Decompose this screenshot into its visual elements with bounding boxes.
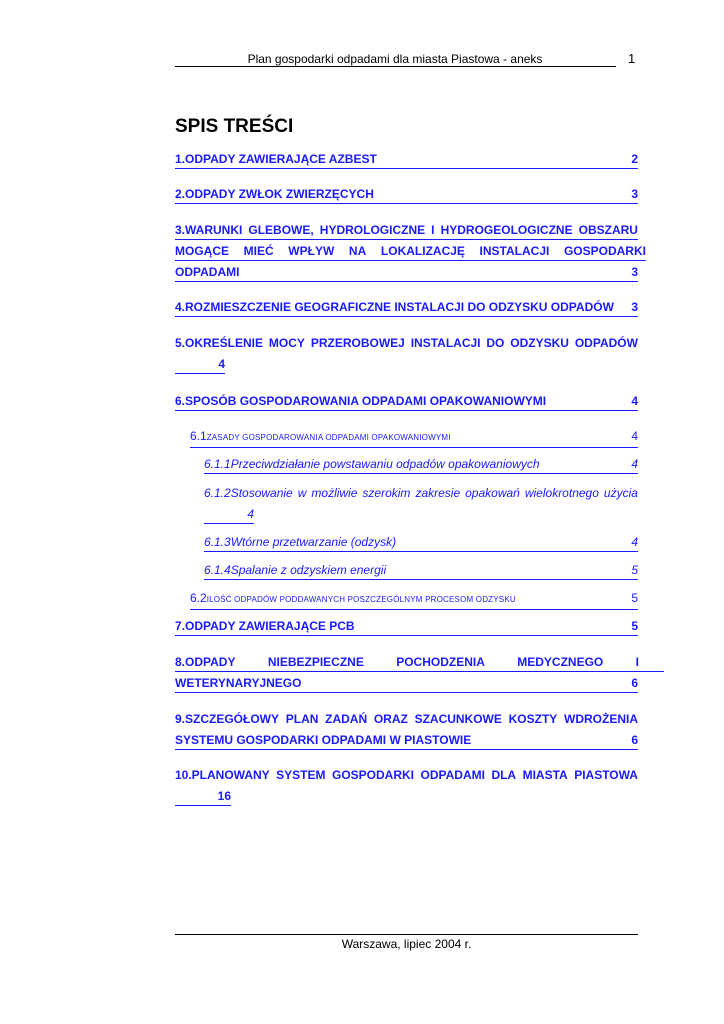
toc-entry-7[interactable]	[175, 619, 638, 636]
toc-entry-6-1[interactable]	[190, 429, 638, 448]
toc-word: KOSZTY	[508, 712, 558, 726]
toc-word: INSTALACJI	[479, 244, 550, 258]
toc-entry-text: ODPADAMI	[175, 265, 240, 279]
toc-entry-text: 6.1.4Spalanie z odzyskiem energii	[204, 563, 387, 577]
toc-word: ZADAŃ	[325, 712, 368, 726]
toc-word: PIASTOWA	[574, 768, 638, 782]
toc-word: MIASTA	[522, 768, 568, 782]
toc-entry-text: 6.SPOSÓB GOSPODAROWANIA ODPADAMI OPAKOWANIOWYMI	[175, 394, 547, 408]
toc-entry-9-line-1[interactable]	[175, 712, 638, 728]
toc-entry-page: 6	[631, 733, 638, 747]
footer-divider	[175, 934, 638, 935]
toc-entry-text: 6.1.1Przeciwdziałanie powstawaniu odpadów opakowaniowych	[204, 457, 540, 471]
toc-word: MIEĆ	[243, 244, 274, 258]
toc-entry-text: ILOŚĆ ODPADÓW PODDAWANYCH POSZCZEGÓLNYM PROCESOM ODZYSKU	[206, 595, 516, 604]
toc-word: SZACUNKOWE	[414, 712, 502, 726]
toc-word: WDROŻENIA	[564, 712, 638, 726]
toc-entry-text: 4.ROZMIESZCZENIE GEOGRAFICZNE INSTALACJI DO ODZYSKU ODPADÓW	[175, 300, 614, 314]
toc-entry-page: 3	[631, 300, 638, 314]
toc-entry-text: ZASADY GOSPODAROWANIA ODPADAMI OPAKOWANIOWYMI	[206, 433, 451, 442]
toc-entry-10-line-1[interactable]	[175, 768, 638, 784]
toc-entry-text: SYSTEMU GOSPODARKI ODPADAMI W PIASTOWIE	[175, 733, 472, 747]
toc-word: I	[635, 655, 639, 669]
toc-word: DLA	[491, 768, 517, 782]
toc-word: MOCY	[268, 336, 305, 350]
toc-entry-page: 3	[631, 187, 638, 201]
toc-word: POCHODZENIA	[396, 655, 485, 669]
toc-word: ODZYSKU	[510, 336, 569, 350]
toc-word: 8.ODPADY	[175, 655, 236, 669]
toc-word: MOGĄCE	[175, 244, 229, 258]
toc-word: 10.PLANOWANY	[175, 768, 270, 782]
toc-word: użycia	[603, 486, 638, 500]
toc-word: 6.1.2Stosowanie	[204, 486, 293, 500]
toc-entry-9-line-2[interactable]	[175, 733, 638, 750]
toc-word: ODPADÓW	[574, 336, 638, 350]
toc-entry-page: 5	[631, 591, 638, 605]
toc-entry-number: 6.1	[190, 429, 207, 443]
toc-word: wielokrotnego	[524, 486, 599, 500]
toc-entry-6-1-2-line-2[interactable]	[204, 507, 254, 524]
toc-entry-8-line-1[interactable]	[175, 655, 664, 672]
toc-word: GOSPODARKI	[332, 768, 415, 782]
toc-entry-page: 4	[247, 507, 254, 521]
toc-word: NIEBEZPIECZNE	[267, 655, 364, 669]
toc-entry-text: 7.ODPADY ZAWIERAJĄCE PCB	[175, 619, 355, 633]
toc-word: 9.SZCZEGÓŁOWY	[175, 712, 280, 726]
toc-entry-5-line-2[interactable]	[175, 357, 225, 374]
toc-word: 3.WARUNKI	[175, 223, 243, 237]
toc-word: HYDROLOGICZNE	[319, 223, 426, 237]
toc-entry-text: 6.1.3Wtórne przetwarzanie (odzysk)	[204, 535, 397, 549]
toc-entry-6-1-2-line-1[interactable]	[204, 486, 638, 502]
toc-entry-1[interactable]	[175, 152, 638, 169]
toc-word: opakowań	[465, 486, 520, 500]
toc-entry-8-line-2[interactable]	[175, 676, 638, 693]
toc-word: szerokim	[362, 486, 411, 500]
toc-entry-number: 6.2	[190, 591, 207, 605]
toc-entry-4[interactable]	[175, 300, 638, 317]
toc-entry-5-line-1[interactable]	[175, 336, 638, 352]
toc-word: ORAZ	[373, 712, 408, 726]
page-number: 1	[628, 51, 636, 66]
footer-text: Warszawa, lipiec 2004 r.	[341, 937, 472, 951]
toc-entry-3-line-2[interactable]	[175, 244, 646, 261]
toc-entry-page: 6	[631, 676, 638, 690]
toc-word: HYDROGEOLOGICZNE	[440, 223, 573, 237]
toc-word: LOKALIZACJĘ	[380, 244, 465, 258]
toc-entry-3-line-3[interactable]	[175, 265, 638, 282]
toc-entry-page: 5	[631, 563, 638, 577]
toc-word: PRZEROBOWEJ	[310, 336, 405, 350]
toc-word: zakresie	[415, 486, 461, 500]
toc-word: DO	[486, 336, 505, 350]
toc-word: 5.OKREŚLENIE	[175, 336, 264, 350]
toc-entry-page: 5	[631, 619, 638, 633]
toc-entry-6-2[interactable]	[190, 591, 638, 610]
toc-entry-6-1-3[interactable]	[204, 535, 638, 552]
toc-entry-page: 3	[631, 265, 638, 279]
toc-entry-text: 2.ODPADY ZWŁOK ZWIERZĘCYCH	[175, 187, 374, 201]
toc-entry-page: 4	[631, 535, 638, 549]
toc-word: SYSTEM	[276, 768, 326, 782]
toc-entry-text: 1.ODPADY ZAWIERAJĄCE AZBEST	[175, 152, 377, 166]
toc-word: w	[297, 486, 307, 500]
toc-word: GLEBOWE,	[248, 223, 314, 237]
toc-entry-page: 16	[217, 789, 231, 803]
toc-word: ODPADAMI	[420, 768, 485, 782]
toc-word: WPŁYW	[288, 244, 335, 258]
toc-entry-page: 4	[218, 357, 225, 371]
toc-entry-10-line-2[interactable]	[175, 789, 231, 806]
toc-entry-6-1-4[interactable]	[204, 563, 638, 580]
toc-entry-page: 2	[631, 152, 638, 166]
running-header-title: Plan gospodarki odpadami dla miasta Piastowa - aneks	[247, 52, 543, 66]
toc-entry-3-line-1[interactable]	[175, 223, 638, 240]
header-divider	[175, 66, 616, 67]
toc-entry-page: 4	[631, 394, 638, 408]
toc-title: SPIS TREŚCI	[175, 116, 294, 137]
toc-entry-2[interactable]	[175, 187, 638, 204]
toc-word: PLAN	[285, 712, 319, 726]
toc-entry-text: WETERYNARYJNEGO	[175, 676, 302, 690]
toc-word: GOSPODARKI	[563, 244, 646, 258]
toc-entry-page: 4	[631, 429, 638, 443]
toc-word: INSTALACJI	[410, 336, 481, 350]
toc-entry-page: 4	[631, 457, 638, 471]
toc-word: NA	[348, 244, 367, 258]
toc-entry-6-1-1[interactable]	[204, 457, 638, 474]
toc-word: OBSZARU	[578, 223, 638, 237]
toc-word: MEDYCZNEGO	[517, 655, 604, 669]
toc-entry-6[interactable]	[175, 394, 638, 411]
toc-word: możliwie	[311, 486, 358, 500]
toc-word: I	[431, 223, 435, 237]
